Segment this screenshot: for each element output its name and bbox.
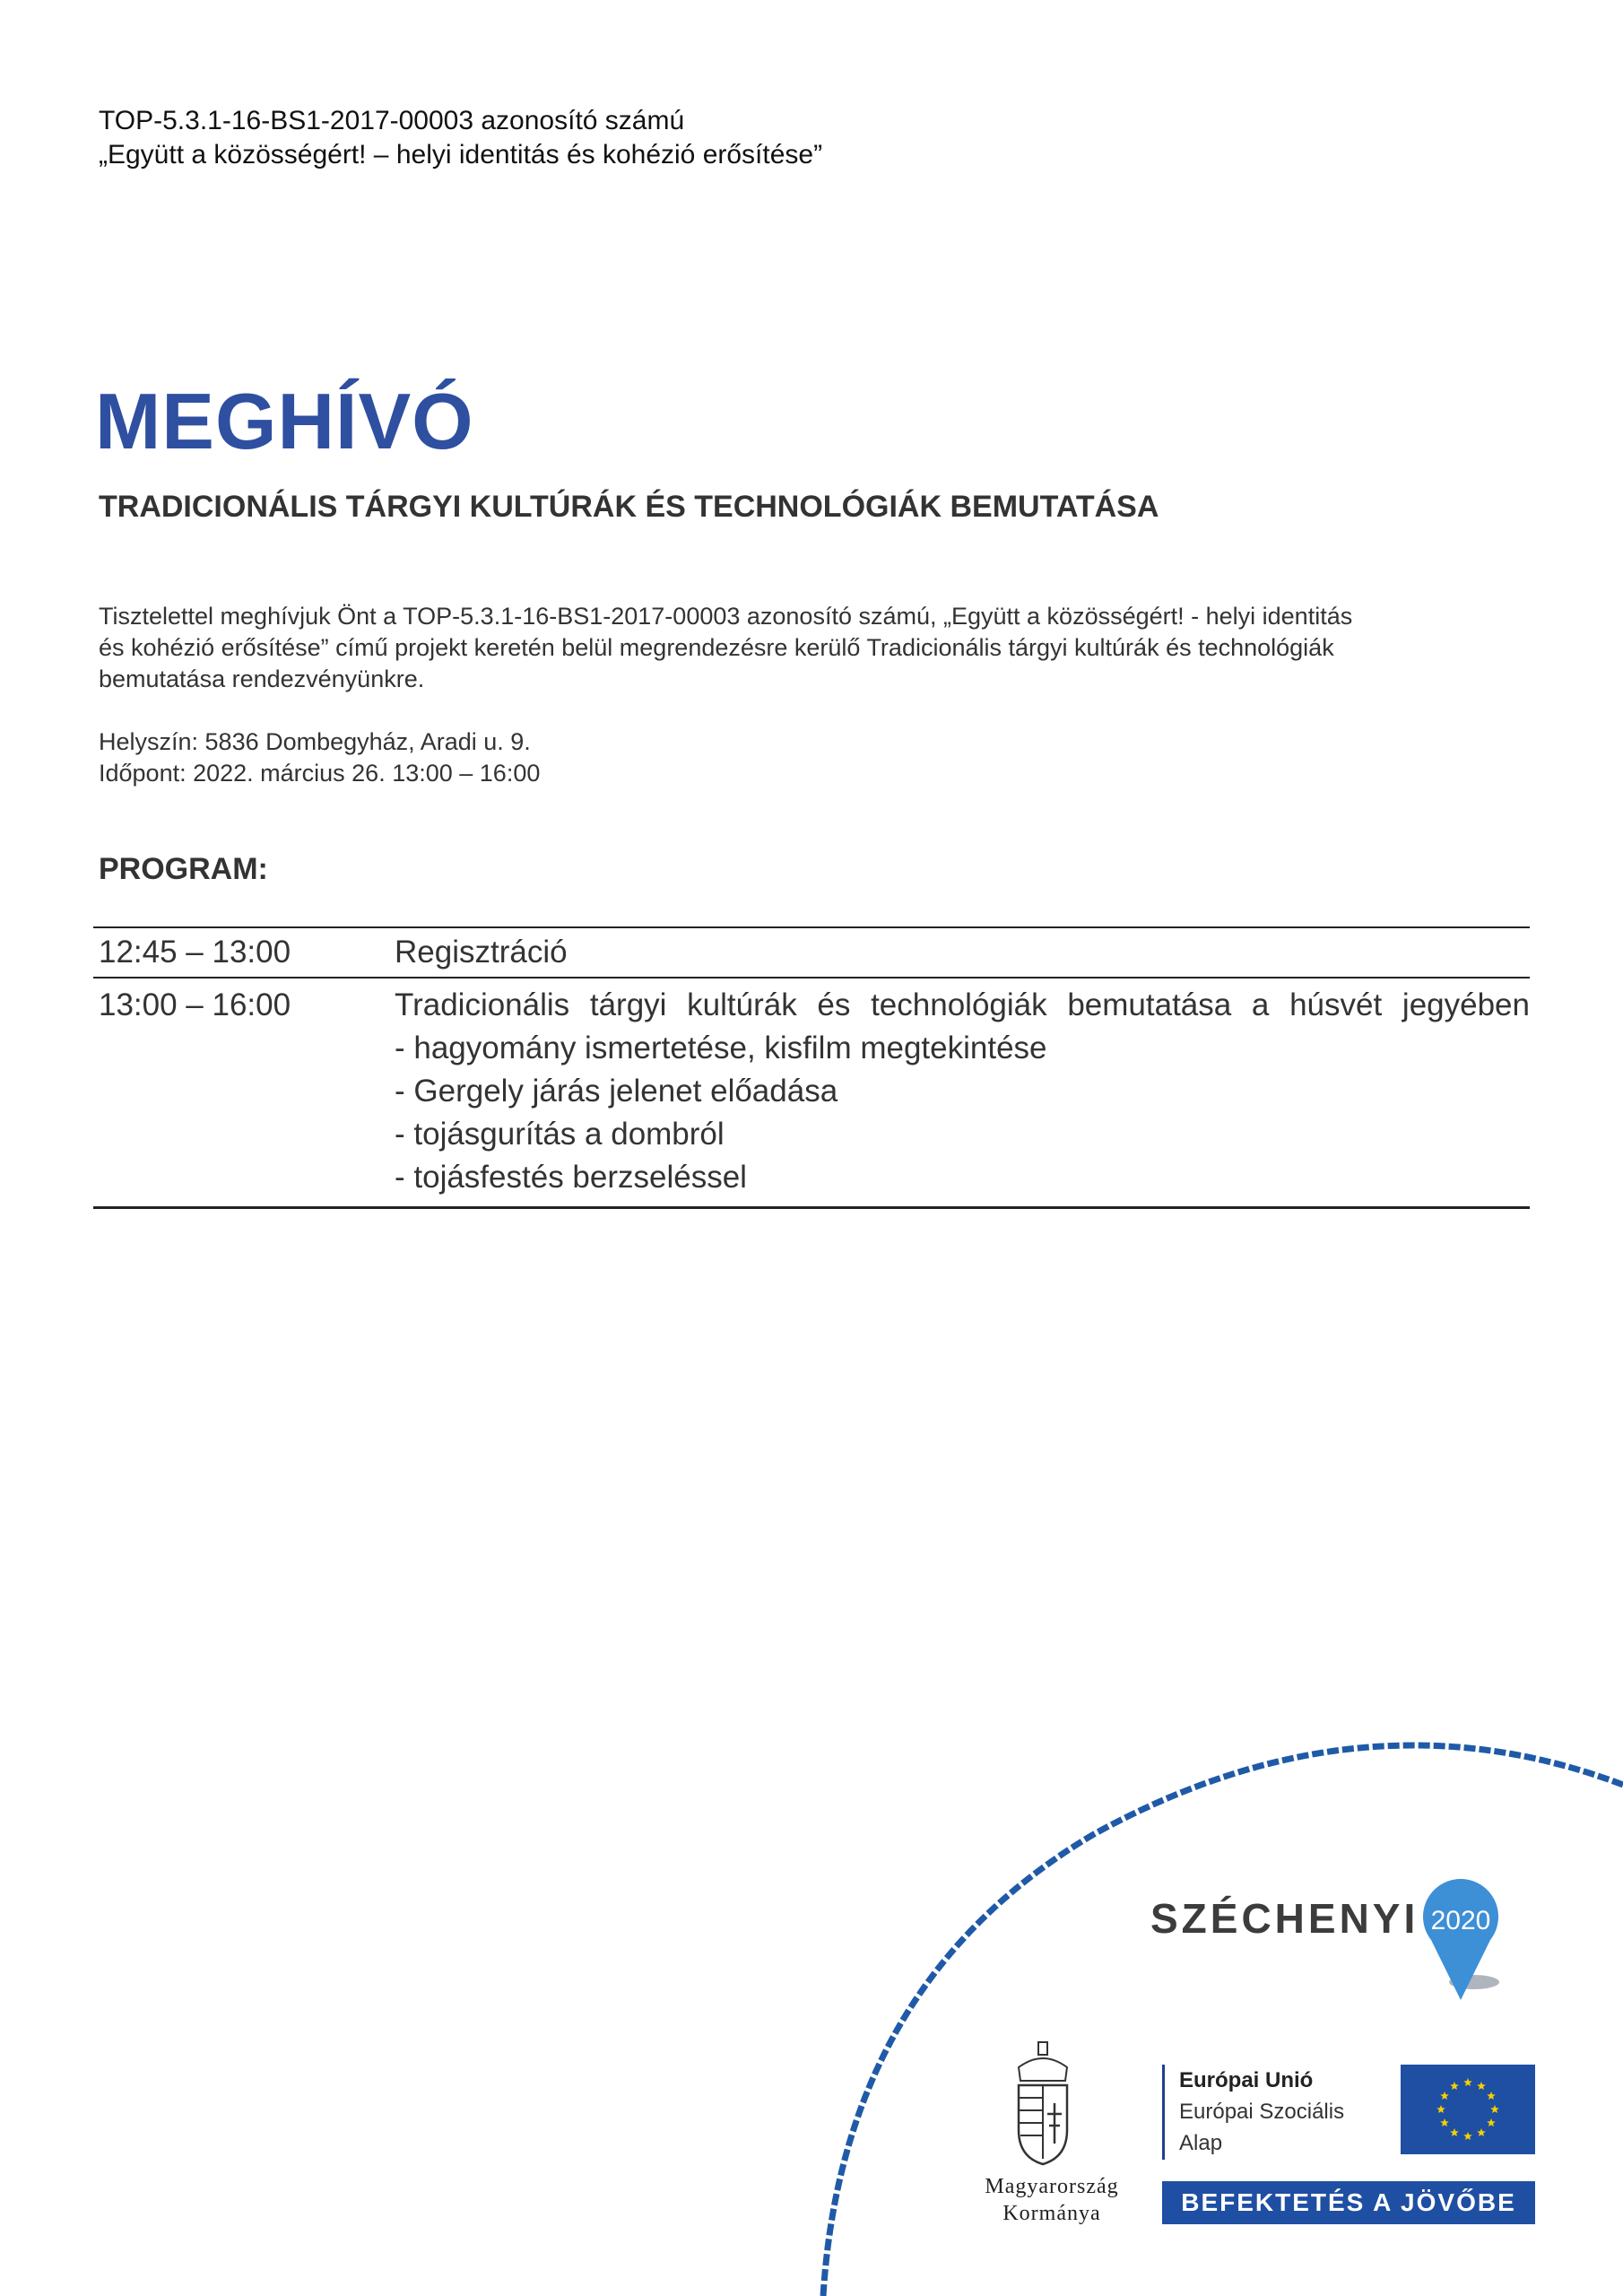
program-heading: PROGRAM: bbox=[99, 852, 268, 886]
program-activity: Regisztráció bbox=[395, 927, 1530, 978]
program-sub-item: - tojásgurítás a dombról bbox=[395, 1117, 725, 1152]
page-subtitle: TRADICIONÁLIS TÁRGYI KULTÚRÁK ÉS TECHNOLÓGIÁK BEMUTATÁSA bbox=[99, 490, 1159, 524]
project-reference-code: TOP-5.3.1-16-BS1-2017-00003 azonosító számú bbox=[99, 106, 685, 135]
program-sub-item: - hagyomány ismertetése, kisfilm megtekintése bbox=[395, 1031, 1047, 1065]
szechenyi-pin-icon bbox=[1420, 1870, 1501, 2005]
event-time: Időpont: 2022. március 26. 13:00 – 16:00 bbox=[99, 760, 541, 787]
government-line1: Magyarország bbox=[985, 2175, 1119, 2198]
szechenyi-year: 2020 bbox=[1430, 1906, 1491, 1935]
eu-divider bbox=[1162, 2065, 1165, 2160]
eu-line1: Európai Unió bbox=[1179, 2068, 1314, 2092]
program-activity: Tradicionális tárgyi kultúrák és technológiák bemutatása a húsvét jegyében bbox=[395, 987, 1530, 1022]
eu-line2: Európai Szociális bbox=[1179, 2100, 1345, 2124]
government-line2: Kormánya bbox=[1002, 2202, 1101, 2225]
szechenyi-logo-text: SZÉCHENYI bbox=[1150, 1895, 1419, 1942]
program-sub-item: - tojásfestés berzseléssel bbox=[395, 1160, 747, 1195]
program-sub-item: - Gergely járás jelenet előadása bbox=[395, 1074, 838, 1109]
eu-line3: Alap bbox=[1179, 2131, 1223, 2155]
invitation-text-line: bemutatása rendezvényünkre. bbox=[99, 665, 425, 692]
coat-of-arms-icon bbox=[1011, 2040, 1074, 2166]
invest-banner: BEFEKTETÉS A JÖVŐBE bbox=[1162, 2181, 1535, 2224]
program-time: 13:00 – 16:00 bbox=[93, 978, 395, 1208]
page-title: MEGHÍVÓ bbox=[95, 377, 474, 465]
eu-logo-text bbox=[1179, 2065, 1344, 2159]
invitation-text-line: és kohézió erősítése” című projekt keretén belül megrendezésre kerülő Tradicionális tárgyi kultúrák és technológiák bbox=[99, 634, 1334, 661]
program-time: 12:45 – 13:00 bbox=[93, 927, 395, 978]
eu-flag-icon bbox=[1401, 2065, 1535, 2154]
event-location: Helyszín: 5836 Dombegyház, Aradi u. 9. bbox=[99, 728, 531, 755]
invitation-text-line: Tisztelettel meghívjuk Önt a TOP-5.3.1-16-BS1-2017-00003 azonosító számú, „Együtt a közösségért! - helyi identitás bbox=[99, 603, 1353, 630]
government-logo-text bbox=[949, 2173, 1155, 2227]
project-reference-title: „Együtt a közösségért! – helyi identitás és kohézió erősítése” bbox=[99, 140, 823, 170]
